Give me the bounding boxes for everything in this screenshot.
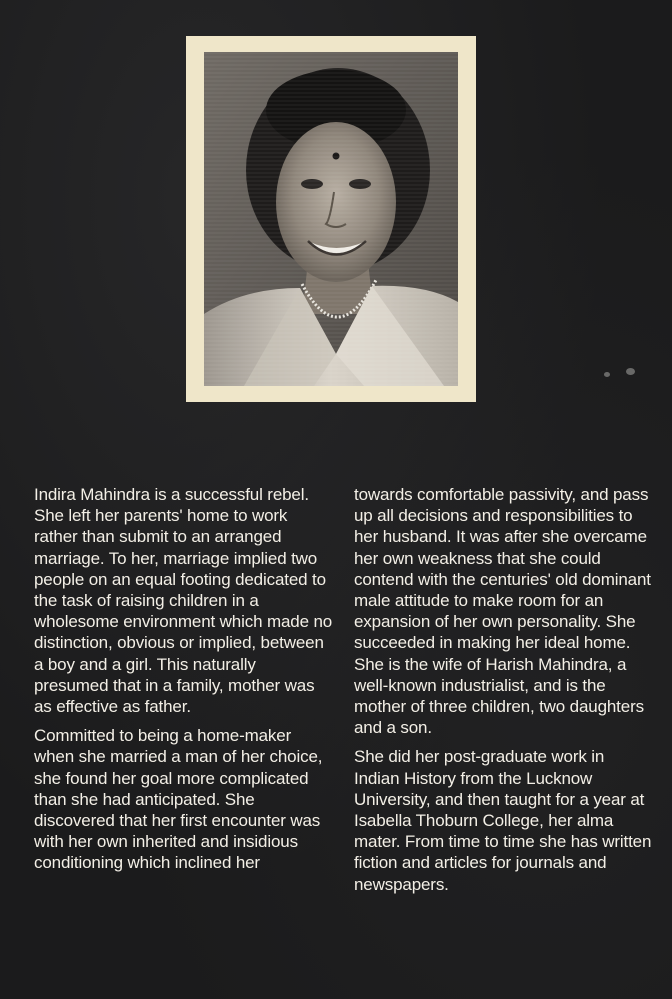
author-photo-frame <box>186 36 476 402</box>
biography-left-column <box>34 484 334 903</box>
biography-paragraph: towards comfortable passivity, and pass up all decisions and responsibilities to her husband. It was after she overcame her own weakness that she could contend with the centuries' old dominant male attitude to make room for an expansion of her own personality. She succeeded in making her ideal home. She is the wife of Harish Mahindra, a well-known industrialist, and is the mother of three children, two daughters and a son. <box>354 485 651 738</box>
author-photo <box>204 52 458 386</box>
cover-scuff-mark <box>604 372 610 377</box>
author-biography <box>34 484 654 903</box>
biography-paragraph: Indira Mahindra is a successful rebel. She left her parents' home to work rather than submit to an arranged marriage. To her, marriage implied two people on an equal footing dedicated to the task of raising children in a wholesome environment which made no distinction, obvious or implied, between a boy and a girl. This naturally presumed that in a family, mother was as effective as father. <box>34 485 333 717</box>
cover-scuff-mark <box>626 368 635 375</box>
biography-paragraph: She did her post-graduate work in Indian History from the Lucknow University, and then taught for a year at Isabella Thoburn College, her alma mater. From time to time she has written fiction and articles for journals and newspapers. <box>354 747 652 894</box>
biography-right-column <box>354 484 654 903</box>
biography-paragraph: Committed to being a home-maker when she married a man of her choice, she found her goal more complicated than she had anticipated. She discovered that her first encounter was with her own inherited and insidious conditioning which inclined her <box>34 726 323 873</box>
